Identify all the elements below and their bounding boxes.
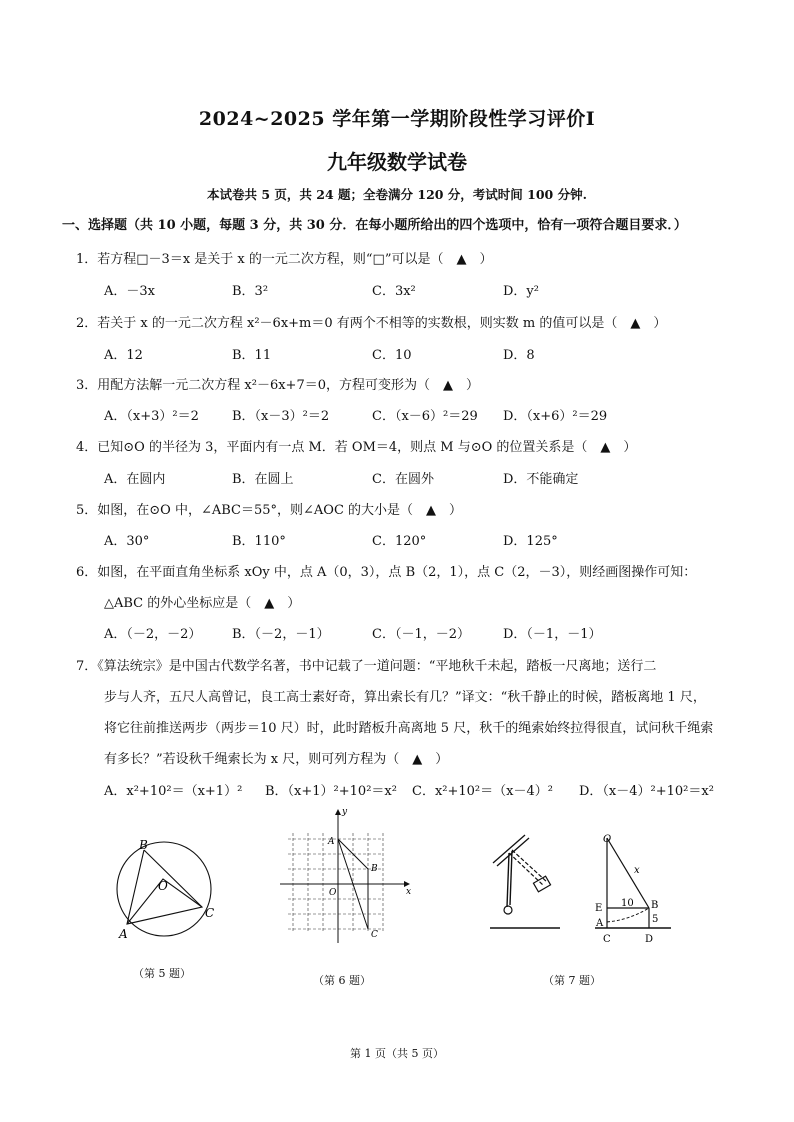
q2-option-b: B．11 xyxy=(232,348,272,363)
fig7-label-10: 10 xyxy=(621,898,634,909)
q4-option-b: B．在圆上 xyxy=(232,472,294,487)
fig7-label-c: C xyxy=(603,934,611,945)
q7-option-d: D．（x－4）²+10²＝x² xyxy=(579,784,714,799)
fig5-caption: （第 5 题） xyxy=(133,967,191,980)
q4-option-d: D．不能确定 xyxy=(503,472,579,487)
q6-option-a: A．（－2，－2） xyxy=(104,627,202,642)
q7-option-a: A．x²+10²＝（x+1）² xyxy=(104,784,243,799)
figure-6 xyxy=(275,805,415,945)
fig7-caption: （第 7 题） xyxy=(543,974,601,987)
figure-7-diagram xyxy=(593,828,678,948)
question-2-stem: 2．若关于 x 的一元二次方程 x²－6x+m＝0 有两个不相等的实数根，则实数 m 的值可以是（ ▲ ） xyxy=(76,316,667,331)
fig6-y-arrow xyxy=(335,809,341,815)
q7-option-c: C．x²+10²＝（x－4）² xyxy=(412,784,553,799)
fig7-label-e: E xyxy=(595,903,603,914)
fig6-grid xyxy=(288,833,383,933)
fig5-label-a: A xyxy=(119,927,128,941)
fig7-label-b: B xyxy=(651,900,659,911)
q3-option-c: C．（x－6）²＝29 xyxy=(372,409,478,424)
q1-option-a: A．－3x xyxy=(104,284,155,299)
fig6-label-x: x xyxy=(406,887,412,897)
q5-option-d: D．125° xyxy=(503,534,558,549)
fig6-label-o: O xyxy=(329,888,337,898)
question-6-stem: 6．如图，在平面直角坐标系 xOy 中，点 A（0，3），点 B（2，1），点 C（2，－3），则经画图操作可知： xyxy=(76,565,697,580)
fig7-label-x: x xyxy=(634,865,640,876)
exam-info: 本试卷共 5 页，共 24 题；全卷满分 120 分，考试时间 100 分钟. xyxy=(207,187,587,202)
question-7-stem-3: 将它往前推送两步（两步＝10 尺）时，此时踏板升高离地 5 尺，秋千的绳索始终拉得很直，试问秋千绳索 xyxy=(104,721,714,736)
q3-option-a: A．（x+3）²＝2 xyxy=(104,409,199,424)
q4-option-a: A．在圆内 xyxy=(104,472,166,487)
swing-rope-pushed-2 xyxy=(512,850,547,882)
q1-option-d: D．y² xyxy=(503,284,539,299)
swing-seat-rest xyxy=(504,906,512,914)
q3-option-d: D．（x+6）²＝29 xyxy=(503,409,608,424)
question-4-stem: 4．已知⊙O 的半径为 3，平面内有一点 M．若 OM＝4，则点 M 与⊙O 的位置关系是（ ▲ ） xyxy=(76,440,637,455)
swing-rope-rest-right xyxy=(510,851,512,905)
question-6-stem-cont: △ABC 的外心坐标应是（ ▲ ） xyxy=(104,596,301,611)
fig6-label-y: y xyxy=(342,807,348,817)
figure-5 xyxy=(110,835,220,945)
fig5-label-c: C xyxy=(205,906,215,920)
fig6-caption: （第 6 题） xyxy=(313,974,371,987)
q4-option-c: C．在圆外 xyxy=(372,472,434,487)
section-heading: 一、选择题（共 10 小题，每题 3 分，共 30 分．在每小题所给出的四个选项中，恰有一项符合题目要求．） xyxy=(62,218,687,233)
figure-7-swing-illustration xyxy=(485,835,565,935)
fig6-label-a: A xyxy=(328,837,335,847)
q6-option-c: C．（－1，－2） xyxy=(372,627,470,642)
fig5-label-b: B xyxy=(139,838,148,852)
swing-rope-rest-left xyxy=(507,853,509,907)
question-7-stem-4: 有多长？”若设秋千绳索长为 x 尺，则可列方程为（ ▲ ） xyxy=(104,752,449,767)
q6-option-d: D．（－1，－1） xyxy=(503,627,602,642)
q3-option-b: B．（x－3）²＝2 xyxy=(232,409,330,424)
q2-option-d: D．8 xyxy=(503,348,535,363)
fig7-label-5: 5 xyxy=(652,914,659,925)
exam-subtitle: 九年级数学试卷 xyxy=(327,150,467,174)
question-7-stem-2: 步与人齐，五尺人高曾记，良工高士素好奇，算出索长有几？”译文：“秋千静止的时候，踏板离地 1 尺， xyxy=(104,690,706,705)
fig6-label-b: B xyxy=(371,864,378,874)
q5-option-c: C．120° xyxy=(372,534,427,549)
q6-option-b: B．（－2，－1） xyxy=(232,627,330,642)
fig7-label-d: D xyxy=(645,934,654,945)
exam-title: 2024~2025 学年第一学期阶段性学习评价I xyxy=(198,108,596,130)
fig5-label-o: O xyxy=(158,879,168,893)
question-7-stem: 7．《算法统宗》是中国古代数学名著，书中记载了一道问题：“平地秋千未起，踏板一尺离地；送行二 xyxy=(76,659,657,674)
q2-option-c: C．10 xyxy=(372,348,412,363)
q1-option-c: C．3x² xyxy=(372,284,416,299)
q5-option-a: A．30° xyxy=(104,534,150,549)
q2-option-a: A．12 xyxy=(104,348,143,363)
question-1-stem: 1．若方程□－3＝x 是关于 x 的一元二次方程，则“□”可以是（ ▲ ） xyxy=(76,252,493,267)
q1-option-b: B．3² xyxy=(232,284,269,299)
page-footer: 第 1 页（共 5 页） xyxy=(350,1047,444,1060)
swing-frame-beam-2 xyxy=(497,838,529,866)
question-5-stem: 5．如图，在⊙O 中，∠ABC＝55°，则∠AOC 的大小是（ ▲ ） xyxy=(76,503,463,518)
fig6-label-c: C xyxy=(371,930,378,940)
q7-option-b: B．（x+1）²+10²＝x² xyxy=(265,784,397,799)
fig7-label-a: A xyxy=(596,918,604,929)
q5-option-b: B．110° xyxy=(232,534,286,549)
fig7-swing-arc xyxy=(607,908,649,922)
fig7-label-o: O xyxy=(603,834,612,845)
question-3-stem: 3．用配方法解一元二次方程 x²－6x+7＝0，方程可变形为（ ▲ ） xyxy=(76,378,479,393)
